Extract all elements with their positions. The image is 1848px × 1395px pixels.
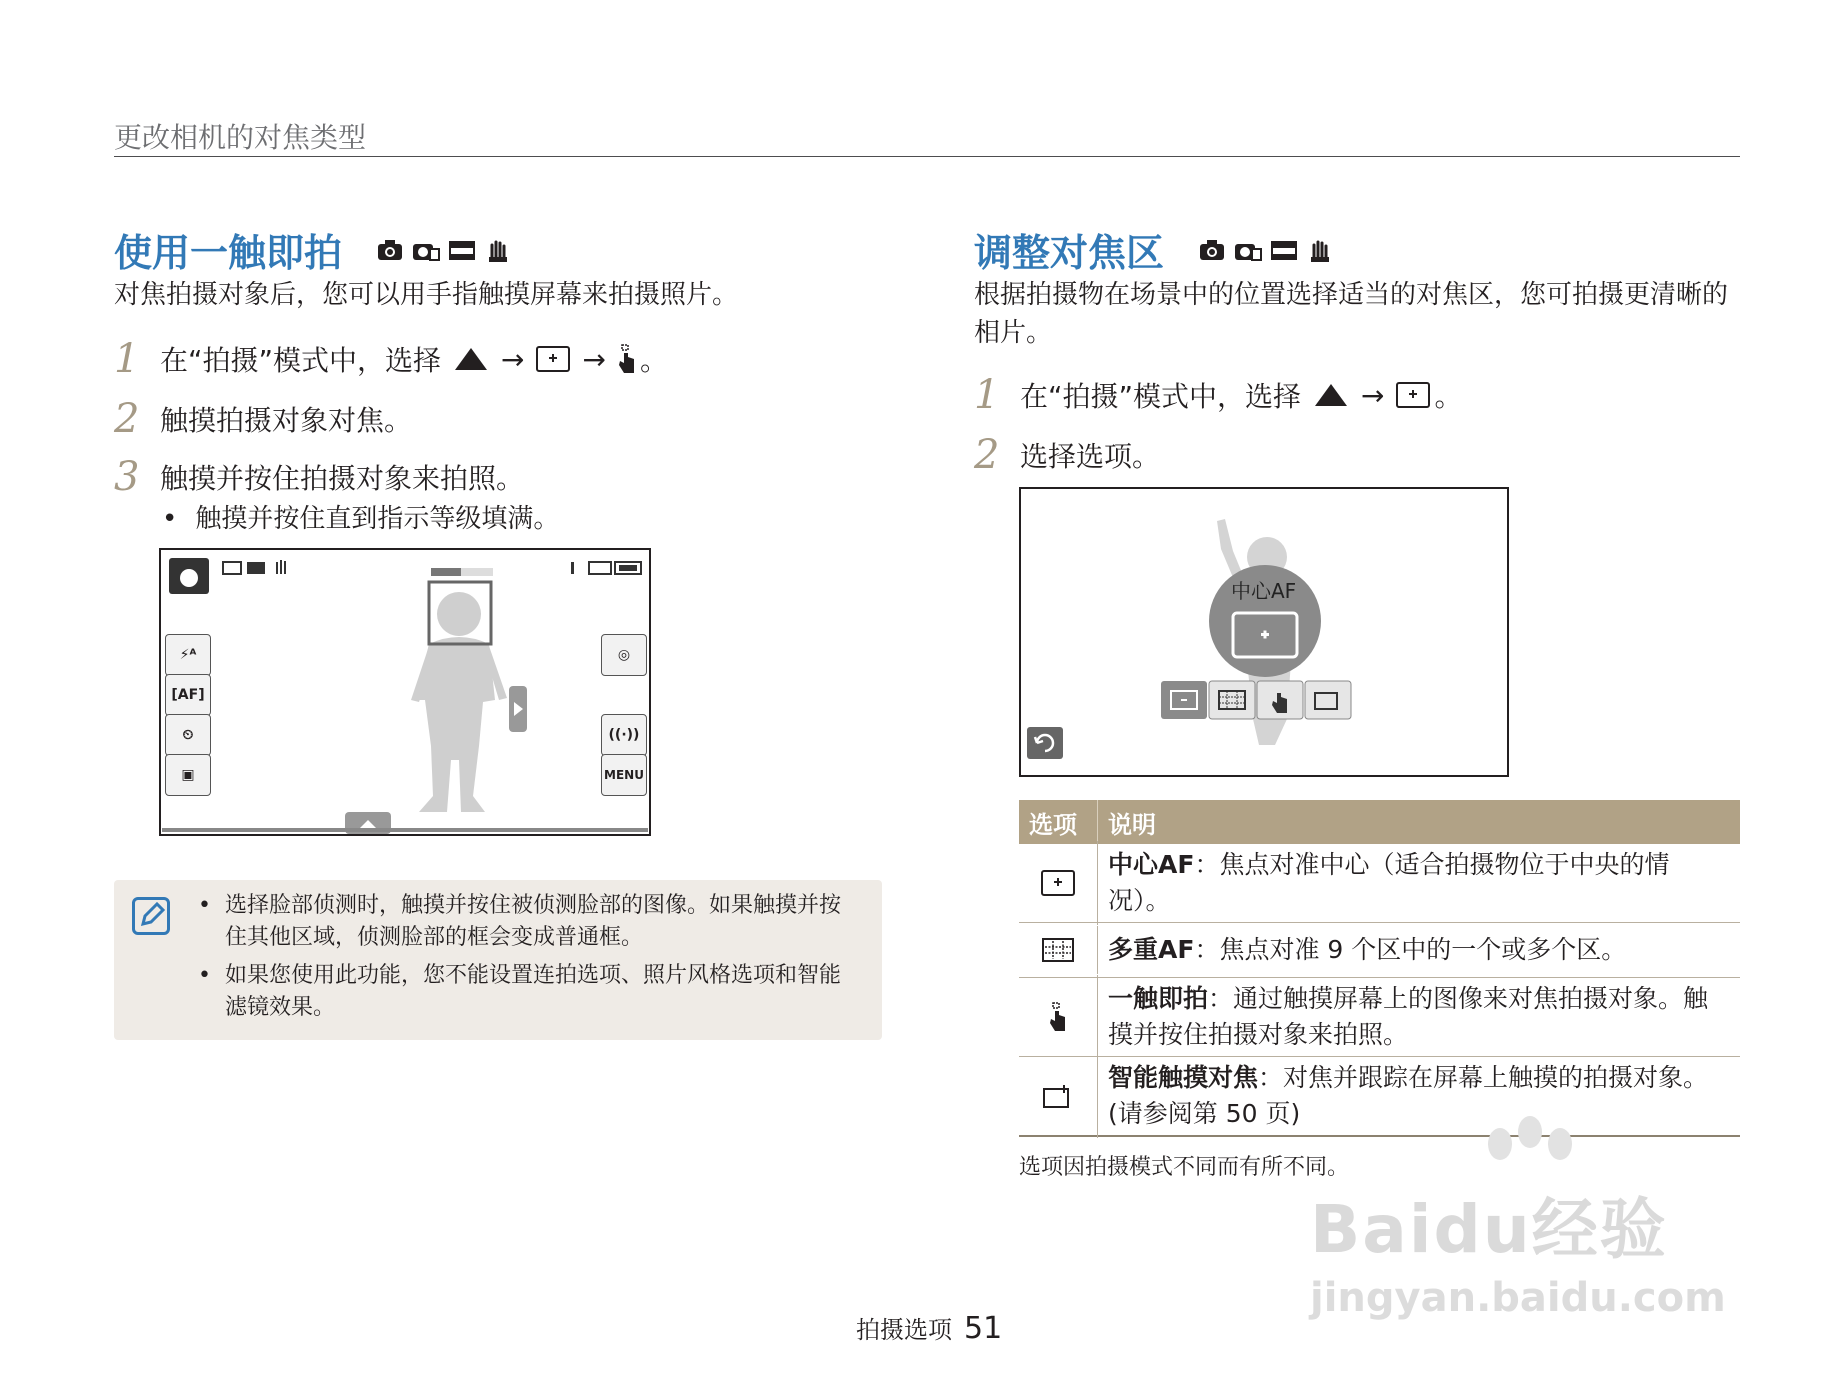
step-number: 1 <box>114 336 140 382</box>
section-intro: 对焦拍摄对象后，您可以用手指触摸屏幕来拍摄照片。 <box>114 280 739 310</box>
mode-icons <box>1198 237 1334 263</box>
step-1 <box>974 372 1463 418</box>
dual-is-icon <box>484 237 512 263</box>
af-button[interactable]: [AF] <box>165 674 211 716</box>
step-number: 2 <box>114 396 140 442</box>
arrow-icon: → <box>501 342 525 376</box>
running-header: 更改相机的对焦类型 <box>114 121 367 154</box>
center-af-icon <box>1019 870 1097 896</box>
step-number: 3 <box>114 454 140 500</box>
step-number: 1 <box>974 372 1000 418</box>
flash-button[interactable]: ⚡ᴬ <box>165 634 211 676</box>
up-triangle-icon <box>455 348 487 370</box>
wireless-button[interactable]: ((·)) <box>601 714 647 756</box>
footer-section: 拍摄选项 <box>856 1316 952 1344</box>
table-row <box>1019 978 1740 1057</box>
section-intro: 根据拍摄物在场景中的位置选择适当的对焦区，您可拍摄更清晰的相片。 <box>974 280 1729 348</box>
section-title-focus-area: 调整对焦区 <box>974 231 1165 275</box>
step-text: 在“拍摄”模式中，选择 <box>160 344 442 377</box>
camera-program-icon <box>412 237 440 263</box>
header-divider <box>114 156 1740 157</box>
step-end: 。 <box>639 344 668 377</box>
paw-logo <box>1470 1114 1590 1184</box>
option-multi-af <box>1209 681 1255 719</box>
note-pencil-icon <box>132 897 170 935</box>
person-silhouette <box>411 592 507 812</box>
step-end: 。 <box>1434 380 1463 413</box>
card-icon <box>589 562 611 574</box>
step-3-bullet: • 触摸并按住直到指示等级填满。 <box>162 498 559 535</box>
dual-is-icon <box>1306 237 1334 263</box>
camera-screen-graphics <box>161 550 649 834</box>
col-desc-header: 说明 <box>1097 800 1156 844</box>
is-icon <box>277 560 285 574</box>
scene-mode-icon <box>448 237 476 263</box>
camera-auto-icon <box>376 237 404 263</box>
touch-shot-icon <box>616 343 638 375</box>
menu-button[interactable]: MENU <box>601 754 647 796</box>
display-button[interactable]: ▣ <box>165 754 211 796</box>
mode-icons <box>376 237 512 263</box>
section-title-touch-shot: 使用一触即拍 <box>114 231 343 275</box>
step-number: 2 <box>974 432 1000 478</box>
page-number: 51 <box>964 1311 1003 1346</box>
watermark-url: jingyan.baidu.com <box>1310 1275 1726 1321</box>
watermark-brand: Baidu经验 <box>1310 1191 1668 1268</box>
camera-screen-focus-area <box>1019 487 1509 777</box>
note-list <box>198 890 858 1024</box>
note-item: • 如果您使用此功能，您不能设置连拍选项、照片风格选项和智能滤镜效果。 <box>198 963 841 1020</box>
row-desc: 中心AF：焦点对准中心（适合拍摄物位于中央的情况）。 <box>1097 841 1740 925</box>
quality-icon <box>247 562 265 574</box>
center-af-icon <box>536 346 570 372</box>
bottom-strip <box>162 828 648 832</box>
step-text: 选择选项。 <box>1020 440 1161 473</box>
step-text: 在“拍摄”模式中，选择 <box>1020 380 1302 413</box>
step-text: 触摸拍摄对象对焦。 <box>160 404 413 437</box>
arrow-icon: → <box>582 342 606 376</box>
note-item: • 选择脸部侦测时，触摸并按住被侦测脸部的图像。如果触摸并按住其他区域，侦测脸部的框会变成普通框。 <box>198 893 841 950</box>
step-3 <box>114 454 524 500</box>
col-option-header: 选项 <box>1029 810 1077 839</box>
touch-shot-icon <box>1019 1000 1097 1034</box>
camera-settings-button[interactable]: ◎ <box>601 634 647 676</box>
size-icon <box>223 562 241 574</box>
camera-auto-icon <box>1198 237 1226 263</box>
level-bar-fill <box>431 568 461 576</box>
option-smart-touch-af <box>1305 681 1351 719</box>
storage-icon <box>571 562 574 574</box>
watermark <box>1310 1120 1726 1321</box>
table-row <box>1019 844 1740 923</box>
step-2 <box>974 432 1160 478</box>
step-2 <box>114 396 412 442</box>
timer-off-button[interactable]: ⏲ <box>165 714 211 756</box>
row-desc: 一触即拍：通过触摸屏幕上的图像来对焦拍摄对象。触摸并按住拍摄对象来拍照。 <box>1097 975 1740 1059</box>
focus-screen-graphics <box>1021 489 1507 775</box>
focus-options-table <box>1019 800 1740 1137</box>
multi-af-icon <box>1019 938 1097 962</box>
up-triangle-icon <box>1315 384 1347 406</box>
row-desc: 多重AF：焦点对准 9 个区中的一个或多个区。 <box>1097 926 1740 974</box>
bubble-label: 中心AF <box>1231 579 1297 603</box>
back-button <box>1027 727 1063 759</box>
scene-mode-icon <box>1270 237 1298 263</box>
center-af-icon <box>1396 382 1430 408</box>
page-footer <box>856 1310 1002 1346</box>
step-text: 触摸并按住拍摄对象来拍照。 <box>160 462 525 495</box>
camera-screen-touch-shot <box>159 548 651 836</box>
camera-program-icon <box>1234 237 1262 263</box>
arrow-icon: → <box>1361 378 1385 412</box>
table-header <box>1019 800 1740 844</box>
row-desc: 智能触摸对焦：对焦并跟踪在屏幕上触摸的拍摄对象。(请参阅第 50 页) <box>1097 1054 1740 1138</box>
step-1 <box>114 336 668 382</box>
options-footnote: 选项因拍摄模式不同而有所不同。 <box>1019 1155 1350 1180</box>
table-row <box>1019 923 1740 978</box>
smart-touch-af-icon <box>1019 1083 1097 1109</box>
